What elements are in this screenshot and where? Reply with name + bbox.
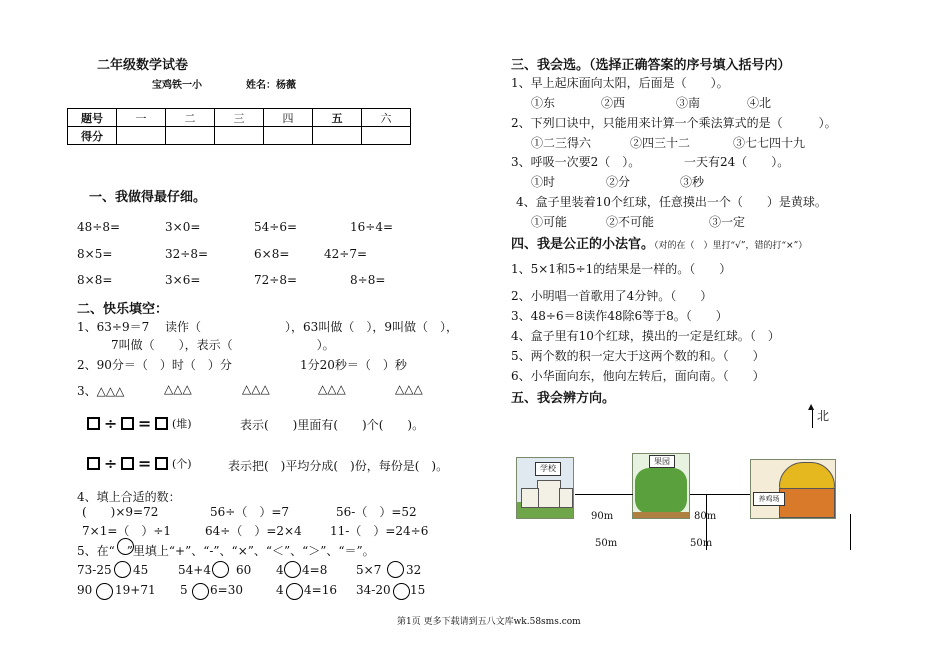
triangle-group: △△△ bbox=[318, 382, 346, 396]
triangle-group: △△△ bbox=[242, 382, 270, 396]
answer-circle[interactable] bbox=[284, 561, 301, 578]
farm-wall bbox=[779, 488, 835, 518]
north-label: 北 bbox=[817, 409, 830, 423]
judge-item: 2、小明唱一首歌用了4分钟。（ ） bbox=[511, 289, 713, 303]
judge-item: 3、48÷6＝8读作48除6等于8。（ ） bbox=[511, 309, 728, 323]
compare-left: 54+4 bbox=[178, 563, 211, 577]
choice-q3-part1: 3、呼吸一次要2（ ）。 bbox=[511, 155, 641, 169]
answer-box[interactable] bbox=[121, 417, 134, 430]
calc-item: 8×5= bbox=[77, 247, 113, 261]
choice-q2: 2、下列口诀中，只能用来计算一个乘法算式的是（ ）。 bbox=[511, 116, 837, 130]
farm-sign: 养鸡场 bbox=[753, 492, 785, 506]
score-cell[interactable] bbox=[215, 127, 264, 145]
answer-circle[interactable] bbox=[114, 561, 131, 578]
choice-option[interactable]: ①二三得六 bbox=[531, 136, 592, 150]
school-sign: 学校 bbox=[535, 462, 561, 476]
section-4-note: （对的在（ ）里打“√”，错的打“×”） bbox=[654, 241, 808, 251]
fill-q2-part1: 2、90分＝（ ）时（ ）分 bbox=[77, 358, 232, 372]
calc-item: 48÷8= bbox=[77, 220, 121, 234]
school-name: 宝鸡铁一小 bbox=[152, 80, 202, 91]
score-header-cell: 一 bbox=[117, 109, 166, 127]
choice-option[interactable]: ①东 bbox=[531, 96, 556, 110]
farm-roof bbox=[779, 462, 835, 490]
score-header-cell: 五 bbox=[313, 109, 362, 127]
unit-label: (堆) bbox=[171, 417, 192, 431]
choice-option[interactable]: ③一定 bbox=[709, 215, 746, 229]
compare-left: 73-25 bbox=[77, 563, 112, 577]
choice-q1: 1、早上起床面向太阳，后面是（ ）。 bbox=[511, 76, 729, 90]
divide-sign: ÷ bbox=[103, 454, 118, 473]
answer-box[interactable] bbox=[87, 457, 100, 470]
score-header-cell: 题号 bbox=[68, 109, 117, 127]
fill-q4-title: 4、填上合适的数： bbox=[77, 490, 181, 504]
calc-item: 3×0= bbox=[165, 220, 201, 234]
fill-q4-item: ( )×9=72 bbox=[82, 505, 159, 519]
path-line bbox=[850, 514, 851, 550]
section-3-title: 三、我会选。（选择正确答案的序号填入括号内） bbox=[511, 58, 791, 73]
fill-q1-line1: 1、63÷9＝7 读作（ ），63叫做（ ），9叫做（ ）， bbox=[77, 320, 458, 334]
fill-q5-title: 5、在“ ”里填上“+”、“-”、“×”、“＜”、“＞”、“＝”。 bbox=[77, 544, 375, 558]
choice-q3-part2: 一天有24（ ）。 bbox=[684, 155, 790, 169]
distance-label: 80m bbox=[694, 511, 717, 522]
fill-q4-item: 56-（ ）=52 bbox=[336, 505, 417, 519]
answer-circle[interactable] bbox=[192, 583, 209, 600]
north-arrow-icon bbox=[812, 408, 813, 428]
judge-item: 1、5×1和5÷1的结果是一样的。（ ） bbox=[511, 262, 732, 276]
divide-sign: ÷ bbox=[103, 414, 118, 433]
triangle-group: △△△ bbox=[395, 382, 423, 396]
compare-left: 5 bbox=[180, 583, 188, 597]
score-header-row bbox=[68, 109, 411, 127]
section-5-title: 五、我会辨方向。 bbox=[511, 391, 616, 406]
calc-item: 6×8= bbox=[254, 247, 290, 261]
path-line bbox=[690, 494, 750, 495]
score-cell[interactable] bbox=[362, 127, 411, 145]
answer-box[interactable] bbox=[121, 457, 134, 470]
trees bbox=[635, 468, 687, 514]
calc-item: 8÷8= bbox=[350, 273, 386, 287]
compare-right: 15 bbox=[410, 583, 426, 597]
equals-sign: = bbox=[137, 454, 152, 473]
score-table bbox=[67, 108, 411, 145]
judge-item: 6、小华面向东，他向左转后，面向南。（ ） bbox=[511, 369, 765, 383]
score-cell[interactable] bbox=[264, 127, 313, 145]
building-wing bbox=[559, 488, 573, 508]
section-4-title: 四、我是公正的小法官。 bbox=[511, 237, 655, 252]
score-label: 得分 bbox=[68, 127, 117, 145]
score-cell[interactable] bbox=[313, 127, 362, 145]
section-1-title: 一、我做得最仔细。 bbox=[89, 190, 207, 205]
compare-left: 34-20 bbox=[356, 583, 391, 597]
fill-q2-part2: 1分20秒＝（ ）秒 bbox=[300, 358, 407, 372]
meaning-text-2: 表示把( )平均分成( )份，每份是( )。 bbox=[228, 459, 449, 473]
answer-circle[interactable] bbox=[387, 561, 404, 578]
choice-option[interactable]: ①时 bbox=[531, 175, 556, 189]
choice-option[interactable]: ③七七四十九 bbox=[733, 136, 806, 150]
calc-item: 3×6= bbox=[165, 273, 201, 287]
fill-q4-item: 56÷（ ）=7 bbox=[210, 505, 290, 519]
choice-option[interactable]: ②四三十二 bbox=[630, 136, 691, 150]
choice-option[interactable]: ③南 bbox=[676, 96, 701, 110]
compare-left: 4 bbox=[276, 563, 284, 577]
fence bbox=[633, 512, 689, 518]
score-cell[interactable] bbox=[117, 127, 166, 145]
compare-right: 45 bbox=[133, 563, 149, 577]
arrowhead-icon: ▲ bbox=[808, 402, 815, 411]
distance-label: 50m bbox=[690, 538, 713, 549]
farm-picture bbox=[750, 459, 836, 519]
unit-label: (个) bbox=[171, 457, 192, 471]
fill-q4-item: 64÷（ ）=2×4 bbox=[205, 524, 302, 538]
fill-q1-line2: 7叫做（ ），表示（ ）。 bbox=[111, 338, 335, 352]
compare-right: 32 bbox=[406, 563, 422, 577]
triangle-group: △△△ bbox=[164, 382, 192, 396]
calc-item: 42÷7= bbox=[324, 247, 368, 261]
path-line bbox=[575, 494, 633, 495]
score-header-cell: 六 bbox=[362, 109, 411, 127]
choice-q4: 4、盒子里装着10个红球，任意摸出一个（ ）是黄球。 bbox=[516, 195, 827, 209]
calc-item: 72÷8= bbox=[254, 273, 298, 287]
choice-option[interactable]: ②不可能 bbox=[606, 215, 655, 229]
judge-item: 5、两个数的积一定大于这两个数的和。（ ） bbox=[511, 349, 765, 363]
calc-item: 8×8= bbox=[77, 273, 113, 287]
answer-box[interactable] bbox=[155, 417, 168, 430]
answer-box[interactable] bbox=[87, 417, 100, 430]
compare-left: 4 bbox=[276, 583, 284, 597]
judge-item: 4、盒子里有10个红球，摸出的一定是红球。（ ） bbox=[511, 329, 780, 343]
division-equation-1 bbox=[87, 414, 192, 433]
calc-item: 54÷6= bbox=[254, 220, 298, 234]
compare-left: 90 bbox=[77, 583, 93, 597]
choice-option[interactable]: ②西 bbox=[601, 96, 626, 110]
answer-circle[interactable] bbox=[117, 538, 134, 555]
choice-option[interactable]: ④北 bbox=[747, 96, 772, 110]
answer-box[interactable] bbox=[155, 457, 168, 470]
score-header-cell: 三 bbox=[215, 109, 264, 127]
answer-circle[interactable] bbox=[96, 583, 113, 600]
student-name: 姓名：杨薇 bbox=[246, 80, 296, 91]
compare-right: 4=8 bbox=[302, 563, 328, 577]
building bbox=[537, 480, 561, 508]
distance-label: 50m bbox=[595, 538, 618, 549]
fill-q4-item: 7×1=（ ）÷1 bbox=[82, 524, 172, 538]
distance-label: 90m bbox=[591, 511, 614, 522]
compare-right: 6=30 bbox=[210, 583, 243, 597]
division-equation-2 bbox=[87, 454, 192, 473]
orchard-picture bbox=[632, 453, 690, 519]
score-cell[interactable] bbox=[166, 127, 215, 145]
fill-q4-item: 11-（ ）=24÷6 bbox=[330, 524, 429, 538]
section-4-heading bbox=[511, 233, 807, 252]
calc-item: 32÷8= bbox=[165, 247, 209, 261]
building-wing bbox=[521, 488, 539, 508]
compare-left: 5×7 bbox=[356, 563, 382, 577]
school-picture bbox=[516, 457, 574, 519]
meaning-text-1: 表示( )里面有( )个( )。 bbox=[240, 418, 425, 432]
triangle-group: 3、△△△ bbox=[77, 384, 125, 398]
choice-option[interactable]: ③秒 bbox=[680, 175, 705, 189]
compare-right: 4=16 bbox=[304, 583, 337, 597]
score-header-cell: 四 bbox=[264, 109, 313, 127]
orchard-sign: 果园 bbox=[649, 455, 675, 468]
score-value-row bbox=[68, 127, 411, 145]
compare-right: 60 bbox=[236, 563, 252, 577]
score-header-cell: 二 bbox=[166, 109, 215, 127]
answer-circle[interactable] bbox=[393, 583, 410, 600]
choice-option[interactable]: ②分 bbox=[606, 175, 631, 189]
compare-right: 19+71 bbox=[115, 583, 156, 597]
page-footer: 第1页 更多下载请到五八文库wk.58sms.com bbox=[397, 617, 581, 627]
equals-sign: = bbox=[137, 414, 152, 433]
answer-circle[interactable] bbox=[286, 583, 303, 600]
calc-item: 16÷4= bbox=[350, 220, 394, 234]
section-2-title: 二、快乐填空： bbox=[77, 302, 169, 317]
answer-circle[interactable] bbox=[212, 561, 229, 578]
choice-option[interactable]: ①可能 bbox=[531, 215, 568, 229]
paper-title: 二年级数学试卷 bbox=[97, 58, 189, 73]
